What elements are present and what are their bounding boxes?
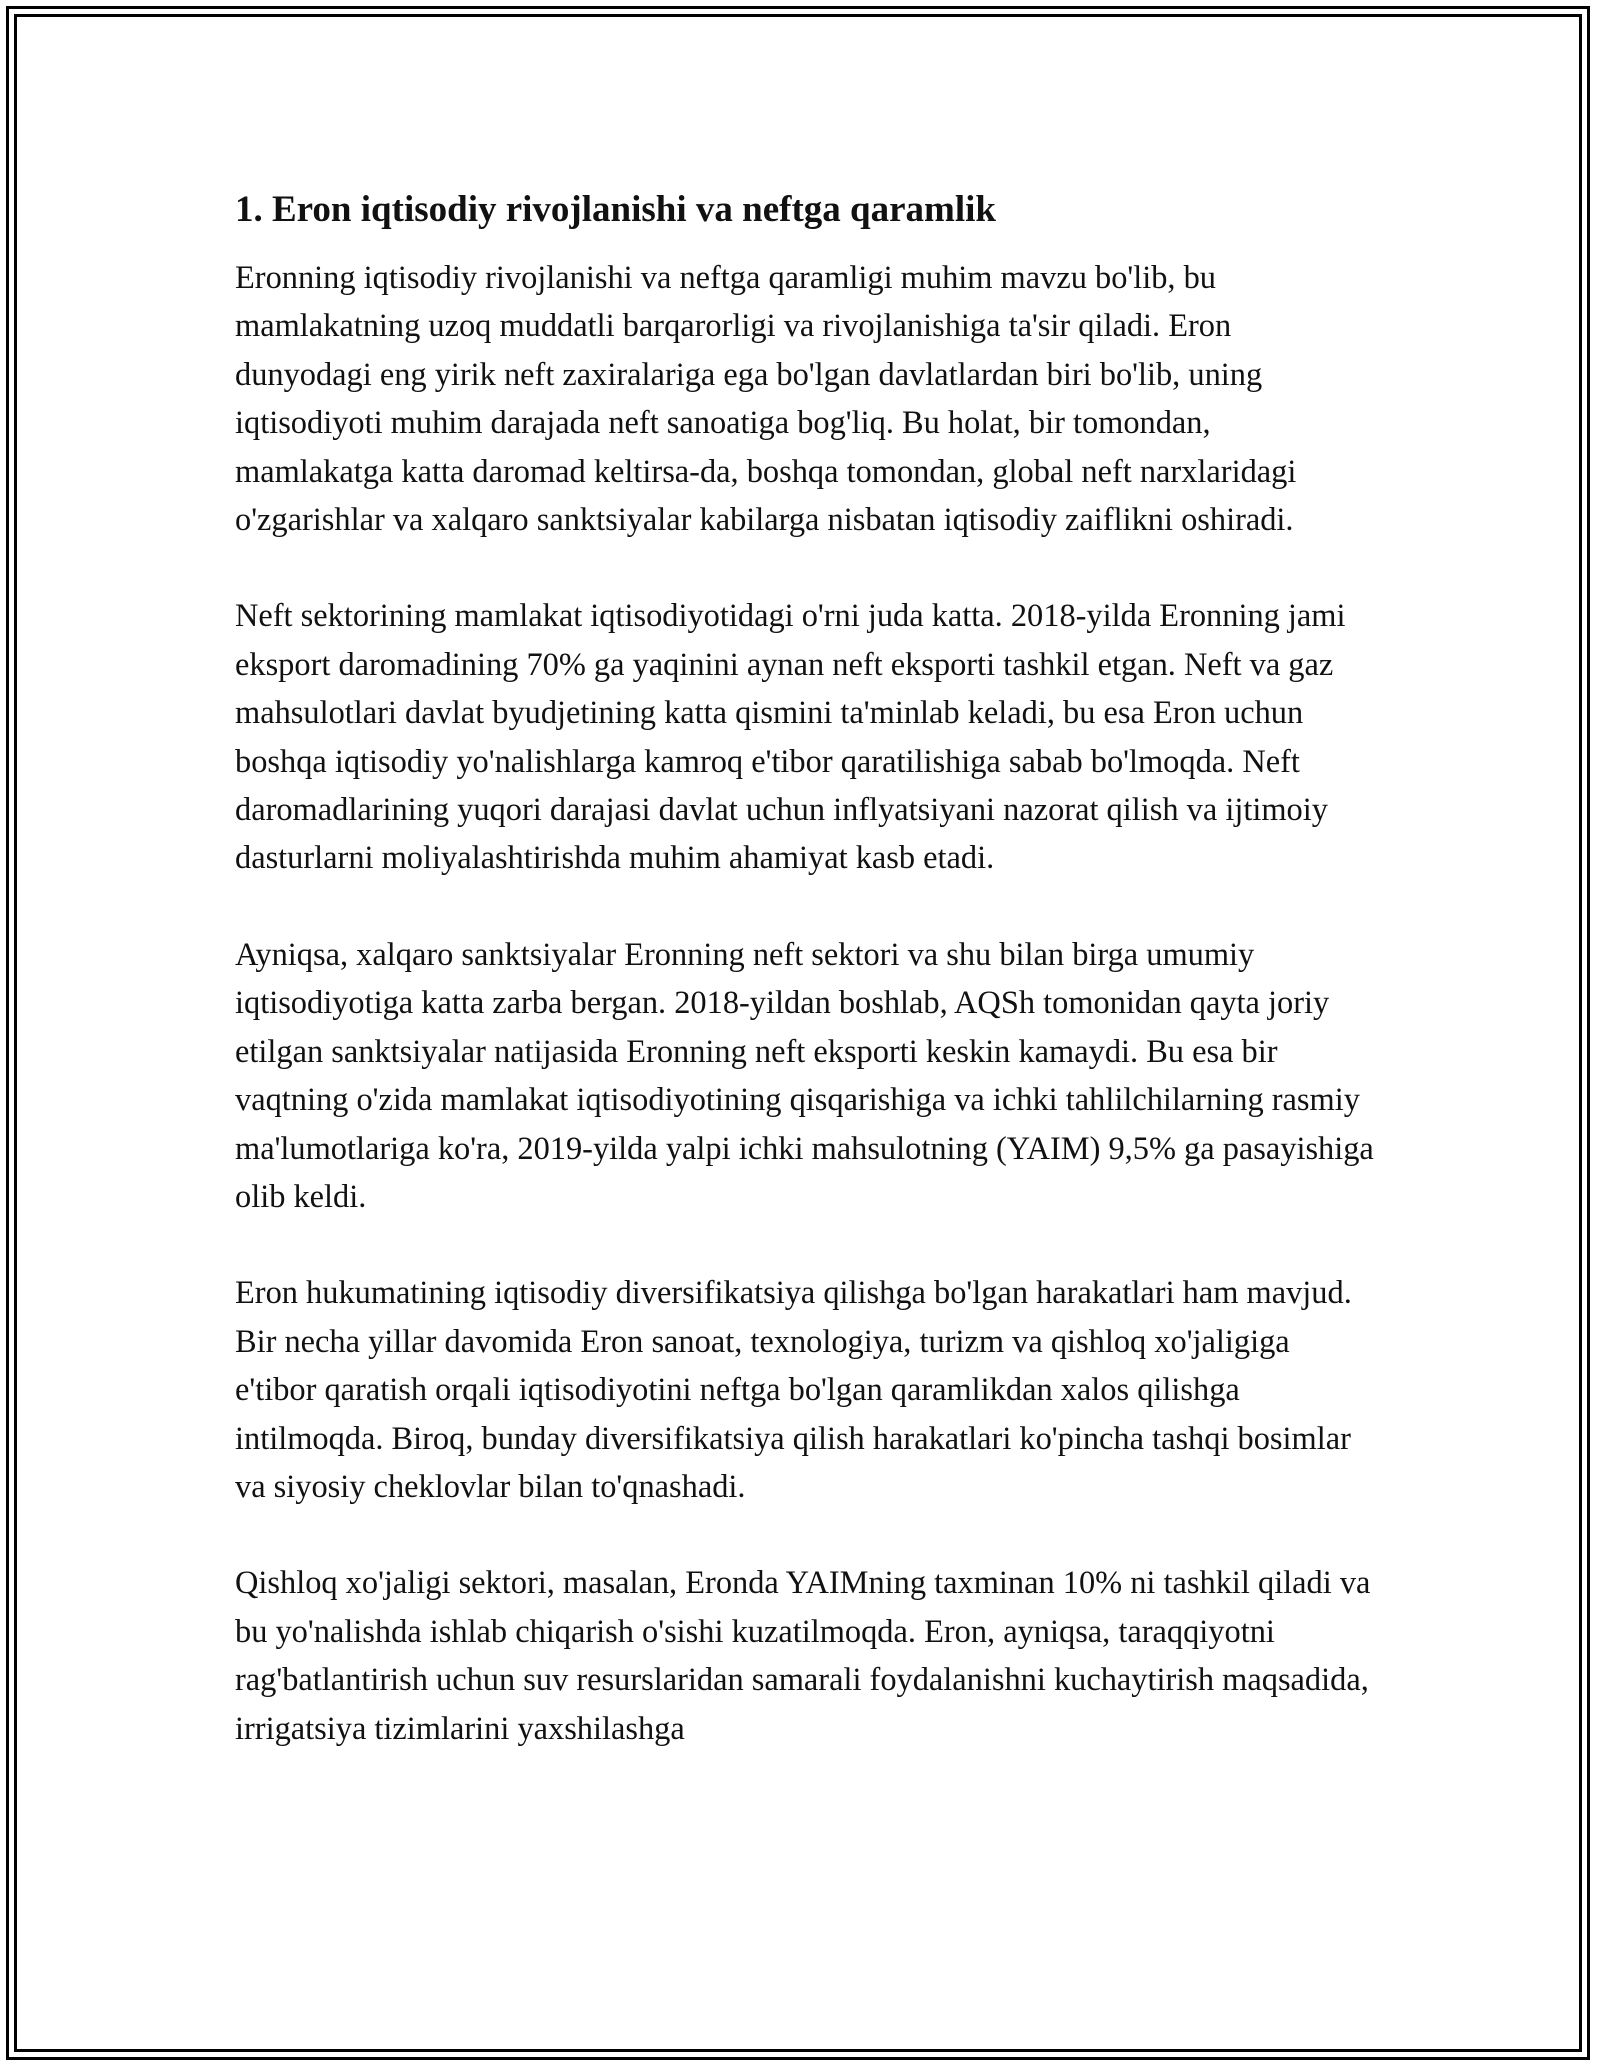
document-body bbox=[235, 186, 1375, 1753]
paragraph-4: Eron hukumatining iqtisodiy diversifikatsiya qilishga bo'lgan harakatlari ham mavjud. Bir necha yillar davomida Eron sanoat, texnologiya, turizm va qishloq xo'jaligiga e'tibor qaratish orqali iqtisodiyotini neftga bo'lgan qaramlikdan xalos qilishga intilmoqda. Biroq, bunday diversifikatsiya qilish harakatlari ko'pincha tashqi bosimlar va siyosiy cheklovlar bilan to'qnashadi. bbox=[235, 1275, 1352, 1505]
paragraph-3: Ayniqsa, xalqaro sanktsiyalar Eronning neft sektori va shu bilan birga umumiy iqtisodiyotiga katta zarba bergan. 2018-yildan boshlab, AQSh tomonidan qayta joriy etilgan sanktsiyalar natijasida Eronning neft eksporti keskin kamaydi. Bu esa bir vaqtning o'zida mamlakat iqtisodiyotining qisqarishiga va ichki tahlilchilarning rasmiy ma'lumotlariga ko'ra, 2019-yilda yalpi ichki mahsulotning (YAIM) 9,5% ga pasayishiga olib keldi. bbox=[235, 936, 1374, 1215]
paragraph-2: Neft sektorining mamlakat iqtisodiyotidagi o'rni juda katta. 2018-yilda Eronning jami eksport daromadining 70% ga yaqinini aynan neft eksporti tashkil etgan. Neft va gaz mahsulotlari davlat byudjetining katta qismini ta'minlab keladi, bu esa Eron uchun boshqa iqtisodiy yo'nalishlarga kamroq e'tibor qaratilishiga sabab bo'lmoqda. Neft daromadlarining yuqori darajasi davlat uchun inflyatsiyani nazorat qilish va ijtimoiy dasturlarni moliyalashtirishda muhim ahamiyat kasb etadi. bbox=[235, 598, 1346, 877]
paragraph-1: Eronning iqtisodiy rivojlanishi va neftga qaramligi muhim mavzu bo'lib, bu mamlakatning uzoq muddatli barqarorligi va rivojlanishiga ta'sir qiladi. Eron dunyodagi eng yirik neft zaxiralariga ega bo'lgan davlatlardan biri bo'lib, uning iqtisodiyoti muhim darajada neft sanoatiga bog'liq. Bu holat, bir tomondan, mamlakatga katta daromad keltirsa-da, boshqa tomondan, global neft narxlaridagi o'zgarishlar va xalqaro sanktsiyalar kabilarga nisbatan iqtisodiy zaiflikni oshiradi. bbox=[235, 260, 1297, 539]
paragraph-5: Qishloq xo'jaligi sektori, masalan, Eronda YAIMning taxminan 10% ni tashkil qiladi va bu yo'nalishda ishlab chiqarish o'sishi kuzatilmoqda. Eron, ayniqsa, taraqqiyotni rag'batlantirish uchun suv resurslaridan samarali foydalanishni kuchaytirish maqsadida, irrigatsiya tizimlarini yaxshilashga bbox=[235, 1565, 1371, 1747]
section-heading: 1. Eron iqtisodiy rivojlanishi va neftga qaramlik bbox=[235, 189, 996, 230]
